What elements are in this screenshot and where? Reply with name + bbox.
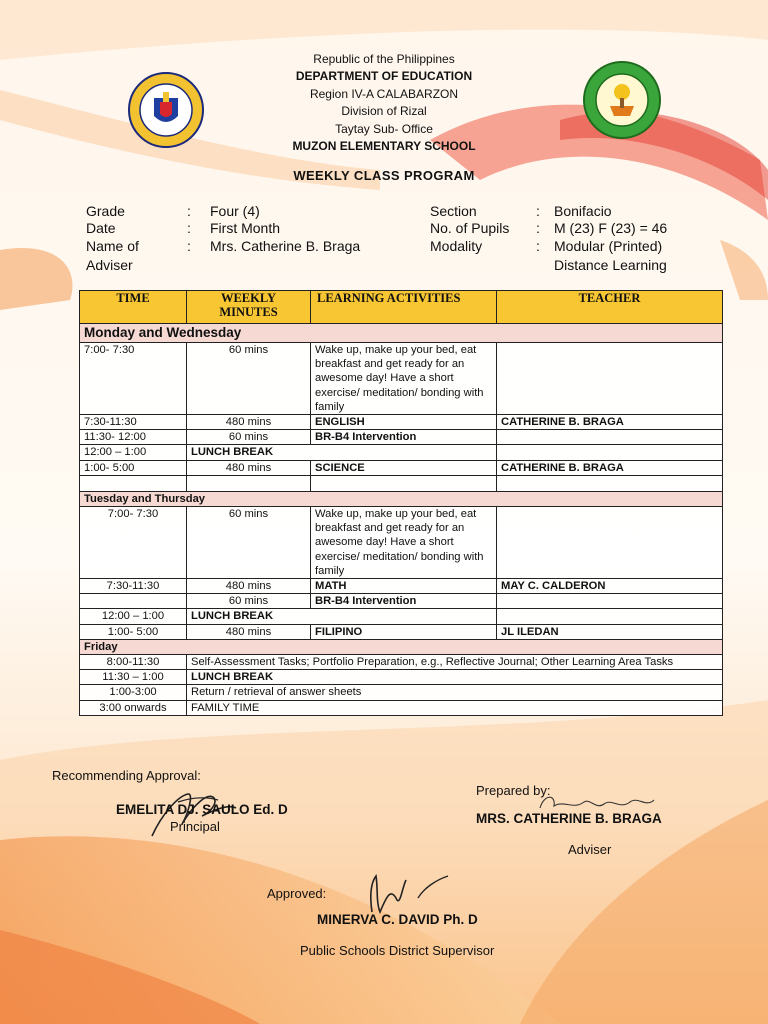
info-label: No. of Pupils [430, 220, 510, 236]
approved-label: Approved: [267, 886, 327, 901]
day-label: Tuesday and Thursday [80, 491, 723, 506]
activity-cell: ENGLISH [311, 415, 497, 430]
day-label: Friday [80, 639, 723, 654]
time-cell [80, 594, 187, 609]
info-colon: : [536, 203, 540, 219]
letterhead-school: MUZON ELEMENTARY SCHOOL [292, 139, 476, 154]
teacher-cell: JL ILEDAN [497, 624, 723, 639]
table-row [80, 609, 723, 624]
time-cell: 7:00- 7:30 [80, 507, 187, 579]
time-cell: 12:00 – 1:00 [80, 609, 187, 624]
table-row [80, 655, 723, 670]
teacher-cell: MAY C. CALDERON [497, 579, 723, 594]
time-cell: 8:00-11:30 [80, 655, 187, 670]
day-row [80, 324, 723, 343]
empty-cell [311, 475, 497, 491]
supervisor-name: MINERVA C. DAVID Ph. D [317, 912, 478, 927]
activity-cell: Self-Assessment Tasks; Portfolio Preparation, e.g., Reflective Journal; Other Learning Area Tasks [187, 655, 723, 670]
section-value: Bonifacio [554, 203, 612, 219]
empty-cell [80, 475, 187, 491]
modality-value: Modular (Printed) [554, 238, 663, 254]
table-row [80, 460, 723, 475]
activity-cell: LUNCH BREAK [187, 445, 497, 460]
activity-cell: LUNCH BREAK [187, 609, 497, 624]
teacher-cell [497, 594, 723, 609]
time-cell: 1:00-3:00 [80, 685, 187, 700]
letterhead-line: Republic of the Philippines [313, 52, 455, 66]
table-row [80, 507, 723, 579]
activity-cell: Wake up, make up your bed, eat breakfast and get ready for an awesome day! Have a short exercise/ meditation/ bonding with family [311, 343, 497, 415]
info-label: Adviser [86, 257, 133, 273]
letterhead-line: Region IV-A CALABARZON [309, 86, 459, 101]
table-row [80, 594, 723, 609]
info-colon: : [187, 220, 191, 236]
table-row [80, 700, 723, 715]
empty-cell [187, 475, 311, 491]
table-row [80, 670, 723, 685]
time-cell: 1:00- 5:00 [80, 624, 187, 639]
time-cell: 1:00- 5:00 [80, 460, 187, 475]
activity-cell: BR-B4 Intervention [311, 430, 497, 445]
minutes-cell: 60 mins [187, 343, 311, 415]
table-header-row [80, 291, 723, 324]
time-cell: 11:30 – 1:00 [80, 670, 187, 685]
info-colon: : [536, 220, 540, 236]
minutes-cell: 480 mins [187, 415, 311, 430]
info-colon: : [187, 238, 191, 254]
teacher-cell: CATHERINE B. BRAGA [497, 415, 723, 430]
info-label: Modality [430, 238, 483, 254]
table-row [80, 579, 723, 594]
minutes-cell: 60 mins [187, 507, 311, 579]
column-header-teacher: TEACHER [497, 291, 723, 324]
activity-cell: LUNCH BREAK [187, 670, 723, 685]
adviser-name: MRS. CATHERINE B. BRAGA [476, 811, 662, 826]
teacher-cell [497, 343, 723, 415]
activity-cell: Return / retrieval of answer sheets [187, 685, 723, 700]
teacher-cell [497, 445, 723, 460]
table-row [80, 430, 723, 445]
teacher-cell [497, 430, 723, 445]
minutes-cell: 60 mins [187, 594, 311, 609]
activity-cell: SCIENCE [311, 460, 497, 475]
teacher-cell [497, 507, 723, 579]
table-row [80, 415, 723, 430]
empty-cell [497, 475, 723, 491]
activity-cell: MATH [311, 579, 497, 594]
empty-row [80, 475, 723, 491]
info-colon: : [536, 238, 540, 254]
info-colon: : [187, 203, 191, 219]
activity-cell: BR-B4 Intervention [311, 594, 497, 609]
letterhead-line: Division of Rizal [341, 104, 427, 119]
column-header-activities: LEARNING ACTIVITIES [311, 291, 497, 324]
column-header-time: TIME [80, 291, 187, 324]
time-cell: 11:30- 12:00 [80, 430, 187, 445]
date-value: First Month [210, 220, 281, 236]
minutes-cell: 480 mins [187, 460, 311, 475]
document-title: WEEKLY CLASS PROGRAM [293, 168, 475, 183]
minutes-cell: 60 mins [187, 430, 311, 445]
letterhead-department: DEPARTMENT OF EDUCATION [295, 69, 473, 84]
table-row [80, 624, 723, 639]
time-cell: 7:30-11:30 [80, 579, 187, 594]
teacher-cell [497, 609, 723, 624]
info-label: Date [86, 220, 116, 236]
minutes-cell: 480 mins [187, 624, 311, 639]
day-label: Monday and Wednesday [80, 324, 723, 343]
table-row [80, 445, 723, 460]
time-cell: 7:30-11:30 [80, 415, 187, 430]
table-row [80, 343, 723, 415]
minutes-cell: 480 mins [187, 579, 311, 594]
time-cell: 3:00 onwards [80, 700, 187, 715]
principal-title: Principal [170, 819, 220, 834]
grade-value: Four (4) [210, 203, 260, 219]
schedule-table [79, 290, 723, 716]
teacher-cell: CATHERINE B. BRAGA [497, 460, 723, 475]
activity-cell: Wake up, make up your bed, eat breakfast and get ready for an awesome day! Have a short exercise/ meditation/ bonding with family [311, 507, 497, 579]
supervisor-signature [362, 868, 458, 918]
adviser-value: Mrs. Catherine B. Braga [210, 238, 361, 254]
activity-cell: FILIPINO [311, 624, 497, 639]
column-header-minutes: WEEKLY MINUTES [187, 291, 311, 324]
activity-cell: FAMILY TIME [187, 700, 723, 715]
pupils-value: M (23) F (23) = 46 [554, 220, 668, 236]
info-label: Grade [86, 203, 125, 219]
letterhead-line: Taytay Sub- Office [335, 121, 433, 136]
info-label: Section [430, 203, 477, 219]
principal-name: EMELITA DJ. SAULO Ed. D [116, 802, 288, 817]
supervisor-title: Public Schools District Supervisor [300, 943, 495, 958]
table-row [80, 685, 723, 700]
prepared-by-label: Prepared by: [476, 783, 551, 798]
info-label: Name of [86, 238, 139, 254]
day-row [80, 491, 723, 506]
time-cell: 7:00- 7:30 [80, 343, 187, 415]
letterhead [0, 51, 768, 155]
recommending-approval-label: Recommending Approval: [52, 768, 201, 783]
adviser-title: Adviser [568, 842, 612, 857]
day-row [80, 639, 723, 654]
modality-value: Distance Learning [554, 257, 667, 273]
time-cell: 12:00 – 1:00 [80, 445, 187, 460]
